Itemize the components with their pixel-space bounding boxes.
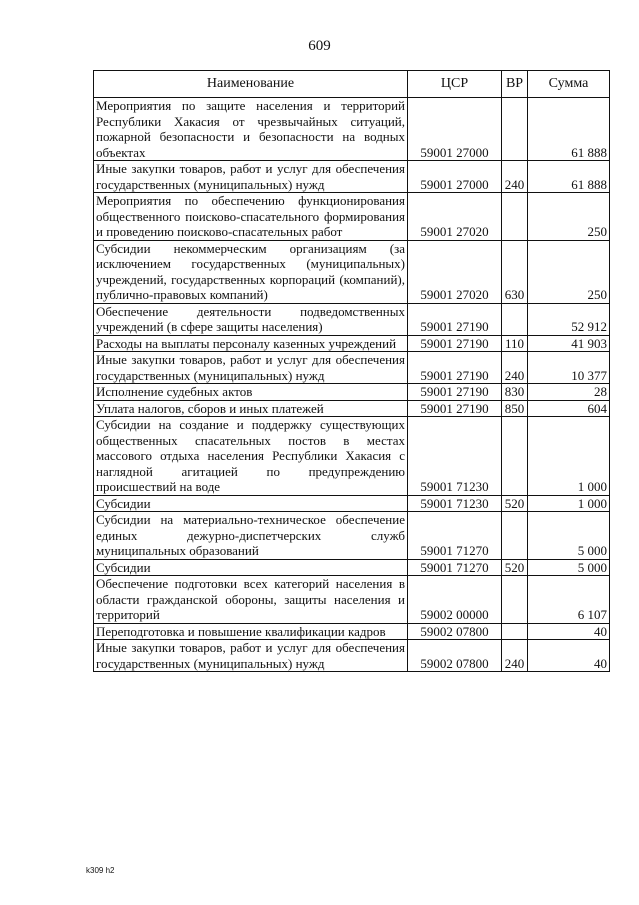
row-vr: 240	[502, 352, 528, 384]
row-csr: 59001 27020	[408, 240, 502, 303]
row-sum: 41 903	[528, 335, 610, 352]
header-vr: ВР	[502, 71, 528, 98]
row-sum: 61 888	[528, 161, 610, 193]
row-name: Субсидии на материально-техническое обеспечение единых дежурно-диспетчерских служб муниципальных образований	[94, 512, 408, 560]
page-number: 609	[308, 38, 331, 54]
row-vr: 520	[502, 559, 528, 576]
row-csr: 59001 71230	[408, 417, 502, 496]
row-name: Субсидии	[94, 559, 408, 576]
table-row	[94, 512, 610, 560]
row-sum: 604	[528, 400, 610, 417]
row-csr: 59001 27190	[408, 384, 502, 401]
row-sum: 10 377	[528, 352, 610, 384]
header-sum: Сумма	[528, 71, 610, 98]
row-sum: 5 000	[528, 512, 610, 560]
row-sum: 28	[528, 384, 610, 401]
header-name: Наименование	[94, 71, 408, 98]
table-row	[94, 400, 610, 417]
row-name: Субсидии	[94, 495, 408, 512]
row-sum: 250	[528, 193, 610, 241]
table-row	[94, 495, 610, 512]
row-csr: 59001 71270	[408, 559, 502, 576]
row-sum: 5 000	[528, 559, 610, 576]
row-vr: 240	[502, 161, 528, 193]
row-name: Субсидии некоммерческим организациям (за исключением государственных (муниципальных) учреждений, государственных корпораций (компаний), публично-правовых компаний)	[94, 240, 408, 303]
row-vr: 240	[502, 640, 528, 672]
table-row	[94, 161, 610, 193]
row-vr: 520	[502, 495, 528, 512]
row-csr: 59001 27020	[408, 193, 502, 241]
row-vr	[502, 576, 528, 624]
row-sum: 1 000	[528, 495, 610, 512]
table-row	[94, 352, 610, 384]
row-csr: 59001 27000	[408, 98, 502, 161]
row-sum: 61 888	[528, 98, 610, 161]
row-sum: 40	[528, 623, 610, 640]
row-name: Обеспечение деятельности подведомственных учреждений (в сфере защиты населения)	[94, 303, 408, 335]
table-header-row	[94, 71, 610, 98]
row-sum: 250	[528, 240, 610, 303]
row-vr: 110	[502, 335, 528, 352]
row-sum: 52 912	[528, 303, 610, 335]
row-csr: 59002 07800	[408, 623, 502, 640]
table-row	[94, 303, 610, 335]
row-name: Мероприятия по защите населения и территорий Республики Хакасия от чрезвычайных ситуаций, пожарной безопасности и безопасности на водных объектах	[94, 98, 408, 161]
row-vr	[502, 512, 528, 560]
row-name: Расходы на выплаты персоналу казенных учреждений	[94, 335, 408, 352]
row-name: Иные закупки товаров, работ и услуг для обеспечения государственных (муниципальных) нужд	[94, 161, 408, 193]
row-vr: 830	[502, 384, 528, 401]
row-name: Переподготовка и повышение квалификации кадров	[94, 623, 408, 640]
row-csr: 59001 27000	[408, 161, 502, 193]
row-sum: 1 000	[528, 417, 610, 496]
table-row	[94, 640, 610, 672]
row-name: Субсидии на создание и поддержку существующих общественных спасательных постов в местах массового отдыха населения Республики Хакасия с наглядной агитацией по предупреждению происшествий на воде	[94, 417, 408, 496]
header-csr: ЦСР	[408, 71, 502, 98]
row-name: Иные закупки товаров, работ и услуг для обеспечения государственных (муниципальных) нужд	[94, 640, 408, 672]
row-name: Обеспечение подготовки всех категорий населения в области гражданской обороны, защиты населения и территорий	[94, 576, 408, 624]
row-csr: 59001 27190	[408, 303, 502, 335]
row-csr: 59001 71230	[408, 495, 502, 512]
row-csr: 59001 27190	[408, 400, 502, 417]
row-csr: 59002 00000	[408, 576, 502, 624]
table-row	[94, 240, 610, 303]
table-row	[94, 559, 610, 576]
row-csr: 59001 27190	[408, 335, 502, 352]
row-csr: 59002 07800	[408, 640, 502, 672]
table-row	[94, 98, 610, 161]
table-row	[94, 384, 610, 401]
row-csr: 59001 71270	[408, 512, 502, 560]
row-vr	[502, 98, 528, 161]
row-vr	[502, 193, 528, 241]
row-name: Уплата налогов, сборов и иных платежей	[94, 400, 408, 417]
row-sum: 6 107	[528, 576, 610, 624]
footer-code: k309 h2	[86, 866, 115, 875]
row-vr	[502, 623, 528, 640]
table-row	[94, 576, 610, 624]
table-row	[94, 623, 610, 640]
table-row	[94, 193, 610, 241]
row-vr: 850	[502, 400, 528, 417]
table-row	[94, 417, 610, 496]
budget-table	[93, 70, 610, 672]
row-name: Иные закупки товаров, работ и услуг для обеспечения государственных (муниципальных) нужд	[94, 352, 408, 384]
row-vr: 630	[502, 240, 528, 303]
row-vr	[502, 417, 528, 496]
row-csr: 59001 27190	[408, 352, 502, 384]
row-name: Мероприятия по обеспечению функционирования общественного поисково-спасательного формирования и проведению поисково-спасательных работ	[94, 193, 408, 241]
row-sum: 40	[528, 640, 610, 672]
row-name: Исполнение судебных актов	[94, 384, 408, 401]
row-vr	[502, 303, 528, 335]
table-row	[94, 335, 610, 352]
